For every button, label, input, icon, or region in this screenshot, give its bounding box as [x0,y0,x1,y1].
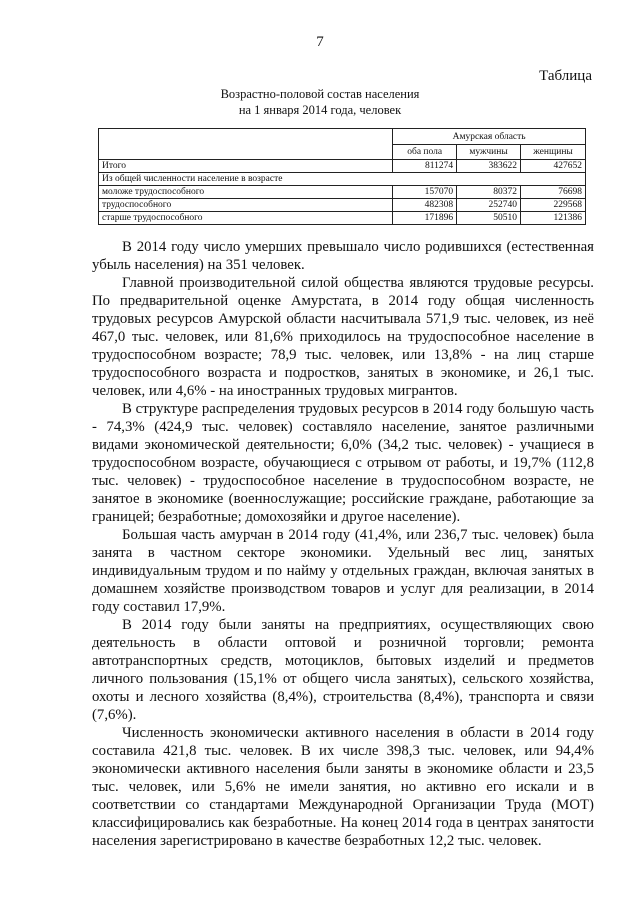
row-label: моложе трудоспособного [99,186,393,199]
table-label: Таблица [539,68,592,84]
table-row [99,212,586,225]
population-table [98,128,586,225]
header-empty-cell [99,129,393,160]
cell-women: 121386 [521,212,586,225]
col-header-women: женщины [521,145,586,160]
paragraph: Численность экономически активного населения в области в 2014 году составила 421,8 тыс. человек. В их числе 398,3 тыс. человек, или 94,4% экономически активного населения были заняты в экономике области и 23,5 тыс. человек, или 5,6% не имели занятия, но активно его искали и в соответствии со стандартами Международной Организации Труда (МОТ) классифицировались как безработные. На конец 2014 года в центрах занятости населения зарегистрировано в качестве безработных 12,2 тыс. человек. [92,725,594,849]
table-subheader: Из общей численности население в возрасте [99,173,586,186]
paragraph: Большая часть амурчан в 2014 году (41,4%, или 236,7 тыс. человек) была занята в частном секторе экономики. Удельный вес лиц, занятых индивидуальным трудом и по найму у отдельных граждан, включая занятых в домашнем хозяйстве производством товаров и услуг для реализации, в 2014 году составил 17,9%. [92,527,594,615]
table-header-region-row [99,129,586,145]
col-header-men: мужчины [457,145,521,160]
cell-women: 229568 [521,199,586,212]
row-label: Итого [99,160,393,173]
cell-both: 482308 [393,199,457,212]
paragraph: В 2014 году были заняты на предприятиях, осуществляющих свою деятельность в области оптовой и розничной торговли; ремонта автотранспортных средств, мотоциклов, бытовых изделий и предметов личного пользования (15,1% от общего числа занятых), сельского хозяйства, охоты и лесного хозяйства (8,4%), строительства (8,4%), транспорта и связи (7,6%). [92,617,594,723]
row-label: трудоспособного [99,199,393,212]
paragraph: Главной производительной силой общества являются трудовые ресурсы. По предварительной оценке Амурстата, в 2014 году общая численность трудовых ресурсов Амурской области насчитывала 571,9 тыс. человек, из неё 467,0 тыс. человек, или 81,6% приходилось на трудоспособное население в трудоспособном возрасте; 78,9 тыс. человек, или 13,8% - на лиц старше трудоспособного возраста и подростков, занятых в экономике, и 26,1 тыс. человек, или 4,6% - на иностранных трудовых мигрантов. [92,275,594,399]
paragraph: В 2014 году число умерших превышало число родившихся (естественная убыль населения) на 351 человек. [92,239,594,273]
region-header: Амурская область [393,129,586,145]
table-caption [0,86,640,118]
cell-men: 252740 [457,199,521,212]
cell-both: 811274 [393,160,457,173]
cell-both: 157070 [393,186,457,199]
cell-men: 50510 [457,212,521,225]
table-row-total [99,160,586,173]
table-subheader-row [99,173,586,186]
table-row [99,199,586,212]
cell-men: 383622 [457,160,521,173]
cell-women: 427652 [521,160,586,173]
paragraph: В структуре распределения трудовых ресурсов в 2014 году большую часть - 74,3% (424,9 тыс. человек) составляло население, занятое различными видами экономической деятельности; 6,0% (34,2 тыс. человек) - учащиеся в трудоспособном возрасте, обучающиеся с отрывом от работы, и 19,7% (112,8 тыс. человек) - трудоспособное население в трудоспособном возрасте, не занятое в экономике (военнослужащие; российские граждане, работающие за границей; безработные; домохозяйки и другое население). [92,401,594,525]
cell-women: 76698 [521,186,586,199]
cell-men: 80372 [457,186,521,199]
row-label: старше трудоспособного [99,212,393,225]
body-text [92,238,594,850]
col-header-both: оба пола [393,145,457,160]
table-row [99,186,586,199]
caption-line-1: Возрастно-половой состав населения [220,87,420,101]
caption-line-2: на 1 января 2014 года, человек [238,103,402,117]
page-number: 7 [316,34,324,50]
cell-both: 171896 [393,212,457,225]
